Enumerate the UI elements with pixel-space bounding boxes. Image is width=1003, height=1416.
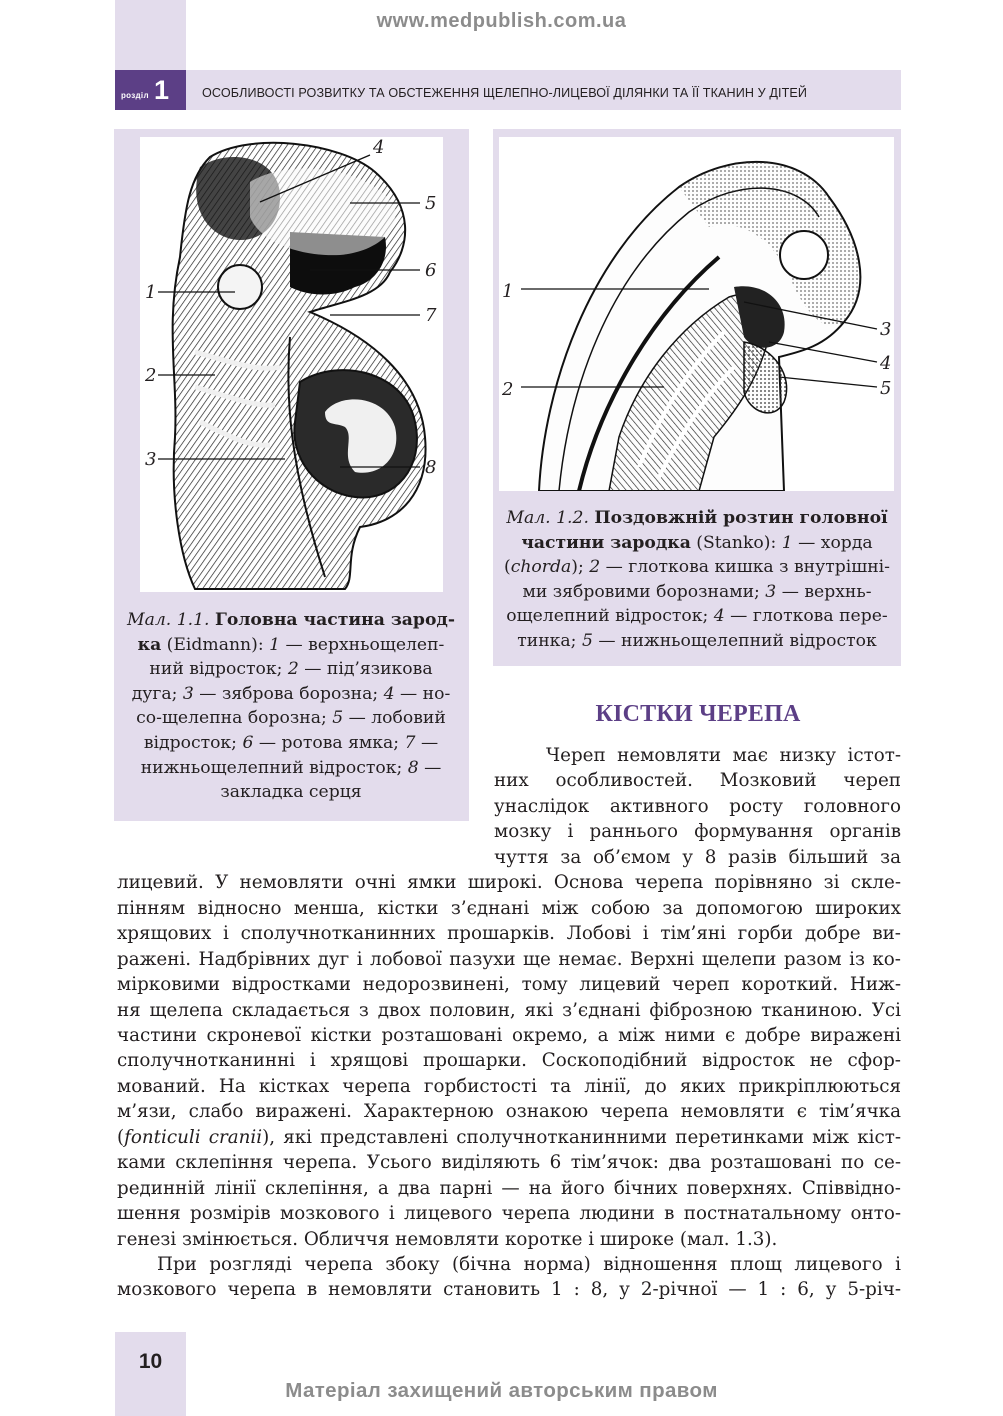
text-run: лицевий. У немовляти очні ямки широкі. Основа черепа порівняно зі скле- [117,872,901,894]
text-run: Головна частина зарод- [214,610,455,630]
text-run: ражені. Надбрівних дуг і лобової пазухи ще немає. Верхні щелепи разом із ко- [117,948,901,970]
text-run: шення розмірів мозкового і лицевого черепа людини в постнатальному онто- [117,1203,901,1225]
text-run: chorda [510,557,572,578]
text-run: При розгляді черепа збоку (бічна норма) відношення площ лицевого і [157,1254,901,1275]
body-line [117,1074,901,1100]
body-line [117,1023,901,1049]
text-run: со-щелепна борозна; [136,708,333,729]
text-run: ний відросток; [149,659,288,680]
caption-line [503,629,891,654]
section-heading: КІСТКИ ЧЕРЕПА [595,701,801,727]
body-line [117,921,901,947]
text-run: — глоткова пере- [724,606,888,627]
text-run: — лобовий [343,708,446,729]
body-line [494,768,901,794]
figure-1-1-label: 7 [425,305,437,326]
body-line [157,1252,901,1278]
text-run: — хорда [792,532,873,553]
figure-1-2-label: 2 [502,379,514,400]
figure-1-2-label: 1 [502,281,514,302]
text-run: 5 [332,708,344,729]
figure-1-2-caption [503,506,891,654]
text-run: ощелепний відросток; [506,606,714,627]
body-line [546,743,901,769]
figure-1-1-label: 1 [145,282,157,303]
embryo-head-drawing [140,137,443,592]
text-run: — верхньощелеп- [280,634,445,655]
body-line [117,870,901,896]
figure-1-1-label: 6 [425,260,437,281]
text-run: них особливостей. Мозковий череп [494,770,901,792]
text-run: генезі змінюється. Обличчя немовляти коротке і широке (мал. 1.3). [117,1228,778,1250]
section-number: 1 [154,75,170,105]
text-run: ( [117,1126,125,1148]
text-run: сполучнотканинні і хрящові прошарки. Соскоподібний відросток не сфор- [117,1050,901,1072]
watermark-top: www.medpublish.com.ua [376,10,627,32]
section-badge [115,70,186,110]
body-line [117,896,901,922]
text-run: ня щелепа складається з двох половин, які з’єднані фіброзною тканиною. Усі [117,999,901,1021]
text-run: частини зародка [521,532,691,553]
text-run: ); [571,557,590,578]
text-run: 2 [287,659,299,680]
page-number-tab [115,1332,186,1416]
text-run: 3 [182,683,194,704]
figure-1-1-label: 2 [145,365,157,386]
text-run: частини скроневої кістки розташовані окремо, а між ними є добре виражені [117,1024,901,1046]
text-run: дуга; [131,683,183,704]
body-line [117,1125,901,1151]
caption-line [125,657,457,682]
body-line [117,1201,901,1227]
caption-line [503,555,891,580]
text-run: тинка; [517,630,582,651]
text-run: ), які представлені сполучнотканинними перетинками між кіст- [262,1126,901,1148]
body-line [117,1048,901,1074]
text-run: ( [504,557,511,578]
text-run: (Stanko): [690,532,782,553]
text-run: 1 [781,532,793,553]
text-run: fonticuli cranii [124,1126,263,1148]
text-run: мозку і раннього формування органів [494,821,901,843]
text-run: — но- [394,683,451,704]
embryo-section-drawing [499,137,894,491]
text-run: Мал. 1.2. [506,508,589,528]
text-run: 8 [407,757,419,778]
text-run: — під’язикова [298,659,433,680]
figure-1-2-illustration [499,137,894,491]
body-line [117,1176,901,1202]
watermark-bottom: Матеріал захищений авторським правом [285,1379,718,1402]
text-run: чуття за об’ємом у 8 разів більший за [494,846,901,868]
caption-line [125,706,457,731]
text-run: 2 [589,557,601,578]
text-run: — нижньощелепний відросток [592,630,877,651]
text-run: 7 [404,732,416,753]
text-run: відросток; [143,732,243,753]
text-run: 5 [581,630,593,651]
caption-line [503,604,891,629]
text-run: Мал. 1.1. [127,610,210,630]
text-run: — верхнь- [776,581,872,602]
section-word: розділ [121,91,149,100]
text-run: — глоткова кишка з внутрішні- [600,557,890,578]
text-run: — [415,732,439,753]
text-run: ками склепіння черепа. Усього виділяють 6 тім’ячок: два розташовані по се- [117,1152,901,1174]
caption-line [125,633,457,658]
text-run: нижньощелепний відросток; [140,757,408,778]
figure-1-1-label: 3 [145,449,157,470]
body-line [117,1227,901,1253]
figure-1-1-illustration [140,137,443,592]
text-run: ка [137,634,162,655]
caption-line [503,580,891,605]
caption-line [125,731,457,756]
body-line [117,1150,901,1176]
body-line [494,794,901,820]
caption-line [503,506,891,531]
text-run: хрящових і сполучнотканинних прошарків. Лобові і тім’яні горби добре ви- [117,923,901,945]
text-run: мований. На кістках черепа горбистості та лінії, до яких прикріплюються [117,1075,901,1097]
text-run: Поздовжній розтин головної [594,508,888,528]
text-run: ми зябровими борознами; [522,581,766,602]
figure-1-2-label: 4 [880,353,892,374]
text-run: — ротова ямка; [253,732,405,753]
body-line [117,998,901,1024]
body-line [117,947,901,973]
figure-1-1-label: 5 [425,193,437,214]
text-run: закладка серця [220,782,362,803]
figure-1-1-caption [125,608,457,805]
caption-line [503,531,891,556]
text-run: Череп немовляти має низку істот- [546,745,901,766]
caption-line [125,682,457,707]
page-number: 10 [138,1350,163,1373]
text-run: унаслідок активного росту головного [494,795,901,817]
caption-line [125,608,457,633]
body-line [494,845,901,871]
text-run: рединній лінії склепіння, а два парні — на його бічних поверхнях. Співвідно- [117,1177,901,1199]
text-run: м’язи, слабо виражені. Характерною ознакою черепа немовляти є тім’ячка [117,1101,901,1123]
caption-line [125,780,457,805]
running-header-title: ОСОБЛИВОСТІ РОЗВИТКУ ТА ОБСТЕЖЕННЯ ЩЕЛЕПНО-ЛИЦЕВОЇ ДІЛЯНКИ ТА ЇЇ ТКАНИН У ДІТЕЙ [202,86,808,100]
text-run: 4 [713,606,725,627]
caption-line [125,756,457,781]
figure-1-2-label: 3 [880,319,892,340]
figure-1-1-label: 4 [373,137,385,158]
text-run: 1 [269,634,281,655]
body-line [117,1099,901,1125]
text-run: мозкового черепа в немовляти становить 1 : 8, у 2-річної — 1 : 6, у 5-річ- [117,1279,901,1301]
text-run: — зяброва борозна; [193,683,384,704]
text-run: пінням відносно менша, кістки з’єднані між собою за допомогою широких [117,897,901,919]
text-run: — [418,757,442,778]
body-line [494,819,901,845]
text-run: 6 [242,732,254,753]
body-line [117,1277,901,1303]
text-run: 4 [383,683,395,704]
text-run: 3 [765,581,777,602]
text-run: мірковими відростками недорозвинені, тому лицевий череп короткий. Ниж- [117,974,901,996]
text-run: (Eidmann): [161,634,270,655]
figure-1-2-label: 5 [880,378,892,399]
body-line [117,972,901,998]
figure-1-1-label: 8 [425,457,437,478]
